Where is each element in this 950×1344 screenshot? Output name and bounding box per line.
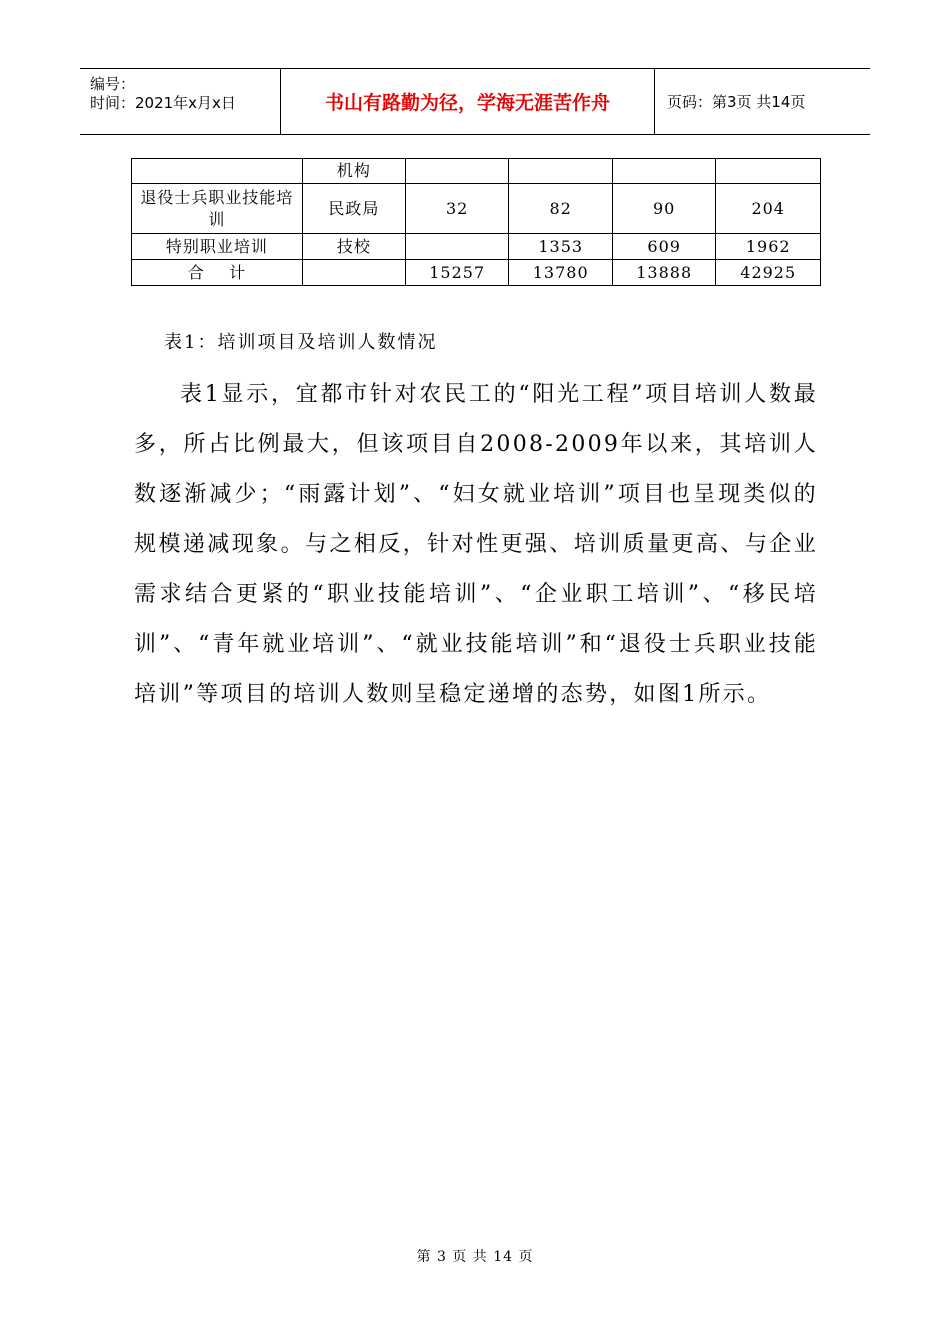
- table-row: [132, 159, 821, 184]
- table-cell: [612, 159, 716, 184]
- training-table: [131, 158, 821, 286]
- table-cell: 特别职业培训: [132, 234, 303, 260]
- table-row: [132, 260, 821, 286]
- table-cell: 13888: [612, 260, 716, 286]
- table-cell: 1353: [509, 234, 613, 260]
- table-cell: [716, 159, 821, 184]
- table-cell: 1962: [716, 234, 821, 260]
- page-header: [80, 68, 870, 135]
- page-footer: 第 3 页 共 14 页: [416, 1249, 534, 1265]
- header-motto: 书山有路勤为径，学海无涯苦作舟: [281, 69, 655, 134]
- table-cell: 机构: [302, 159, 405, 184]
- table-cell: 204: [716, 184, 821, 234]
- table-cell: 15257: [405, 260, 509, 286]
- table-cell: 609: [612, 234, 716, 260]
- table-cell: 合 计: [132, 260, 303, 286]
- number-label: 编号：: [90, 75, 136, 93]
- page-indicator: 页码：第3页 共14页: [667, 93, 806, 111]
- table-cell: 90: [612, 184, 716, 234]
- table-cell: 民政局: [302, 184, 405, 234]
- body-paragraph: 表1显示，宜都市针对农民工的“阳光工程”项目培训人数最多，所占比例最大，但该项目自2008-2009年以来，其培训人数逐渐减少；“雨露计划”、“妇女就业培训”项目也呈现类似的规模递减现象。与之相反，针对性更强、培训质量更高、与企业需求结合更紧的“职业技能培训”、“企业职工培训”、“移民培训”、“青年就业培训”、“就业技能培训”和“退役士兵职业技能培训”等项目的培训人数则呈稳定递增的态势，如图1所示。: [134, 382, 818, 707]
- date-label: 时间：2021年x月x日: [90, 94, 236, 112]
- table-row: [132, 234, 821, 260]
- table-cell: 42925: [716, 260, 821, 286]
- header-info: [80, 69, 281, 134]
- table-row: [132, 184, 821, 234]
- table-caption: 表1：培训项目及培训人数情况: [164, 332, 438, 353]
- table-cell: 13780: [509, 260, 613, 286]
- table-cell: 技校: [302, 234, 405, 260]
- table-cell: [132, 159, 303, 184]
- table-cell: 82: [509, 184, 613, 234]
- table-cell: [405, 234, 509, 260]
- table-cell: 退役士兵职业技能培训: [132, 184, 303, 234]
- table-cell: 32: [405, 184, 509, 234]
- table-cell: [405, 159, 509, 184]
- table-cell: [302, 260, 405, 286]
- table-cell: [509, 159, 613, 184]
